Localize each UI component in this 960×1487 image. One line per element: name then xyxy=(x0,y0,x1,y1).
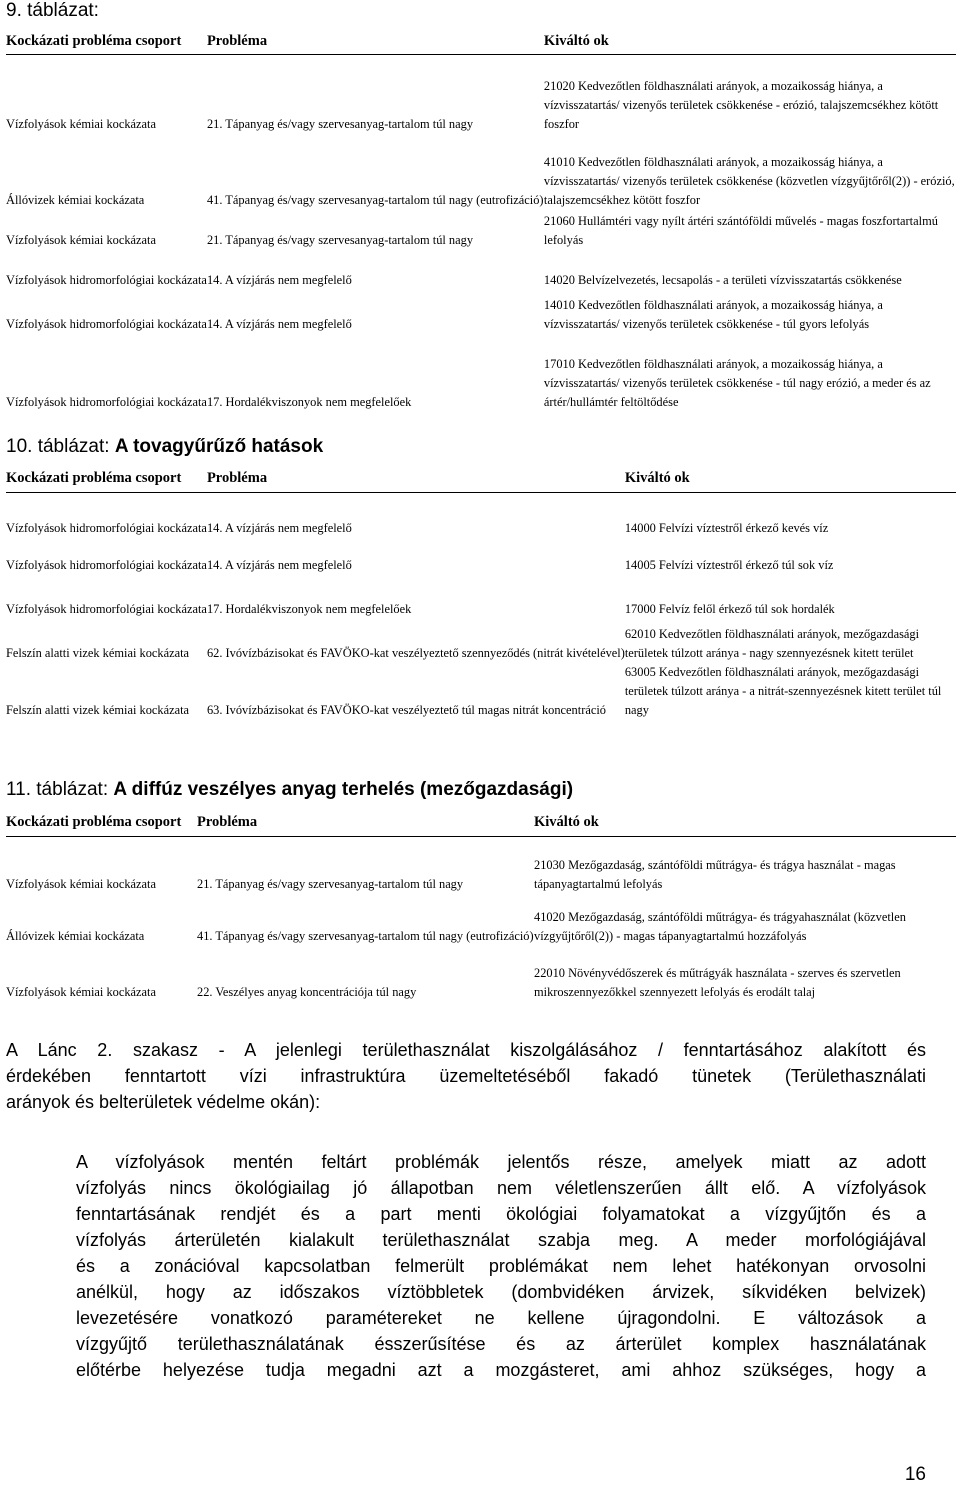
table10-header-problem: Probléma xyxy=(207,464,625,492)
text-line: vízgyűjtő területhasználatának ésszerűsítése és az árterület komplex használatának xyxy=(76,1334,926,1354)
problem-cell: 17. Hordalékviszonyok nem megfelelőek xyxy=(206,395,412,409)
table11-header-row xyxy=(6,808,956,836)
table-row xyxy=(6,836,956,894)
risk-group-cell: Állóvizek kémiai kockázata xyxy=(6,193,145,207)
problem-cell: 21. Tápanyag és/vagy szervesanyag-tartalom túl nagy xyxy=(197,877,464,891)
cause-cell: 41020 Mezőgazdaság, szántóföldi műtrágya- és trágyahasználat (közvetlen vízgyűjtőről(2)) - magas tápanyagtartalmú hozzáfolyás xyxy=(534,910,906,943)
risk-group-cell: Vízfolyások hidromorfológiai kockázata xyxy=(6,317,207,331)
problem-cell: 21. Tápanyag és/vagy szervesanyag-tartalom túl nagy xyxy=(206,233,474,247)
table10 xyxy=(6,464,956,720)
text-line: vízfolyás nincs ökológiailag jó állapotban nem véletlenszerűen állt elő. A vízfolyások xyxy=(76,1178,926,1198)
text-line: fenntartásának rendjét és a part menti ökológiai folyamatokat a vízgyűjtőn és a xyxy=(76,1204,926,1224)
table11-header-cause: Kiváltó ok xyxy=(534,808,956,836)
table-row xyxy=(6,894,956,946)
problem-cell: 14. A vízjárás nem megfelelő xyxy=(206,317,352,331)
table11-caption-prefix: 11. táblázat: xyxy=(6,779,109,800)
table11-caption xyxy=(6,779,573,801)
table10-header-group: Kockázati probléma csoport xyxy=(6,464,207,492)
cause-cell: 14020 Belvízelvezetés, lecsapolás - a területi vízvisszatartás csökkenése xyxy=(543,273,902,287)
text-line: előtérbe helyezése tudja megadni azt a mozgásteret, ami ahhoz szükséges, hogy a xyxy=(76,1360,926,1380)
table10-caption-title: A tovagyűrűző hatások xyxy=(114,436,324,457)
problem-cell: 41. Tápanyag és/vagy szervesanyag-tartalom túl nagy (eutrofizáció) xyxy=(197,929,534,943)
problem-cell: 14. A vízjárás nem megfelelő xyxy=(206,521,352,535)
table-row xyxy=(6,210,956,250)
cause-cell: 21030 Mezőgazdaság, szántóföldi műtrágya- és trágya használat - magas tápanyagtartalmú lefolyás xyxy=(534,858,896,891)
risk-group-cell: Vízfolyások kémiai kockázata xyxy=(6,985,157,999)
risk-group-cell: Vízfolyások hidromorfológiai kockázata xyxy=(6,602,207,616)
table10-caption xyxy=(6,436,323,458)
cause-cell: 14000 Felvízi víztestről érkező kevés víz xyxy=(624,521,829,535)
text-line: arányok és belterületek védelme okán): xyxy=(6,1092,321,1112)
table9-header-cause: Kiváltó ok xyxy=(544,28,956,54)
table-row xyxy=(6,334,956,412)
table-row xyxy=(6,134,956,210)
table-row xyxy=(6,290,956,334)
intro-paragraph xyxy=(6,1037,926,1115)
cause-cell: 41010 Kedvezőtlen földhasználati arányok, a mozaikosság hiánya, a vízvisszatartás/ vizenyős területek csökkenése (közvetlen vízgyűjtőről(2)) - erózió, talajszemcsékhez kötött foszfor xyxy=(543,155,955,207)
problem-cell: 17. Hordalékviszonyok nem megfelelőek xyxy=(206,602,412,616)
problem-cell: 14. A vízjárás nem megfelelő xyxy=(206,273,352,287)
text-line: vízfolyás árterületén kialakult területhasználat szabja meg. A meder morfológiájával xyxy=(76,1230,926,1250)
table-row xyxy=(6,619,956,663)
risk-group-cell: Vízfolyások hidromorfológiai kockázata xyxy=(6,521,207,535)
table11-header-problem: Probléma xyxy=(197,808,534,836)
table-row xyxy=(6,575,956,619)
cause-cell: 14005 Felvízi víztestről érkező túl sok víz xyxy=(624,558,834,572)
risk-group-cell: Felszín alatti vizek kémiai kockázata xyxy=(6,646,190,660)
cause-cell: 22010 Növényvédőszerek és műtrágyák használata - szerves és szervetlen mikroszennyezőkkel szennyezett lefolyás és erodált talaj xyxy=(534,966,901,999)
table9-header-problem: Probléma xyxy=(207,28,544,54)
cause-cell: 17010 Kedvezőtlen földhasználati arányok, a mozaikosság hiánya, a vízvisszatartás/ vizenyős területek csökkenése - túl nagy erózió, a meder és az ártér/hullámtér feltöltődése xyxy=(543,357,931,409)
table9 xyxy=(6,28,956,412)
text-line: A vízfolyások mentén feltárt problémák jelentős része, amelyek miatt az adott xyxy=(76,1152,926,1172)
risk-group-cell: Felszín alatti vizek kémiai kockázata xyxy=(6,703,190,717)
page-number: 16 xyxy=(904,1464,926,1485)
text-line: és a zonációval kapcsolatban felmerült problémákat nem lehet hatékonyan orvosolni xyxy=(76,1256,926,1276)
text-line: érdekében fenntartott vízi infrastruktúra üzemeltetéséből fakadó tünetek (Területhasználati xyxy=(6,1066,926,1086)
table-row xyxy=(6,538,956,575)
problem-cell: 41. Tápanyag és/vagy szervesanyag-tartalom túl nagy (eutrofizáció) xyxy=(206,193,544,207)
cause-cell: 63005 Kedvezőtlen földhasználati arányok, mezőgazdasági területek túlzott aránya - a nitrát-szennyezésnek kitett terület túl nagy xyxy=(624,665,942,717)
risk-group-cell: Vízfolyások hidromorfológiai kockázata xyxy=(6,558,207,572)
risk-group-cell: Vízfolyások kémiai kockázata xyxy=(6,233,157,247)
problem-cell: 21. Tápanyag és/vagy szervesanyag-tartalom túl nagy xyxy=(206,117,474,131)
table-row xyxy=(6,54,956,134)
table11-header-group: Kockázati probléma csoport xyxy=(6,808,197,836)
cause-cell: 62010 Kedvezőtlen földhasználati arányok, mezőgazdasági területek túlzott aránya - nagy szennyezésnek kitett terület xyxy=(624,627,920,660)
risk-group-cell: Vízfolyások kémiai kockázata xyxy=(6,117,157,131)
risk-group-cell: Vízfolyások hidromorfológiai kockázata xyxy=(6,273,207,287)
table-row xyxy=(6,250,956,290)
table10-header-cause: Kiváltó ok xyxy=(625,464,956,492)
body-paragraph xyxy=(76,1149,926,1383)
table10-header-row xyxy=(6,464,956,492)
text-line: levezetésére vonatkozó paramétereket ne kellene újragondolni. E változások a xyxy=(76,1308,926,1328)
problem-cell: 62. Ivóvízbázisokat és FAVÖKO-kat veszélyeztető szennyeződés (nitrát kivételével) xyxy=(206,646,625,660)
risk-group-cell: Állóvizek kémiai kockázata xyxy=(6,929,145,943)
problem-cell: 14. A vízjárás nem megfelelő xyxy=(206,558,352,572)
cause-cell: 21060 Hullámtéri vagy nyílt ártéri szántóföldi művelés - magas foszfortartalmú lefolyás xyxy=(543,214,938,247)
table11 xyxy=(6,808,956,1002)
risk-group-cell: Vízfolyások kémiai kockázata xyxy=(6,877,157,891)
text-line: anélkül, hogy az időszakos víztöbbletek (dombvidéken árvizek, síkvidéken belvizek) xyxy=(76,1282,926,1302)
problem-cell: 63. Ivóvízbázisokat és FAVÖKO-kat veszélyeztető túl magas nitrát koncentráció xyxy=(206,703,606,717)
table9-caption: 9. táblázat: xyxy=(6,0,99,21)
table10-caption-prefix: 10. táblázat: xyxy=(6,436,110,457)
problem-cell: 22. Veszélyes anyag koncentrációja túl nagy xyxy=(197,985,417,999)
table9-header-row xyxy=(6,28,956,54)
table-row xyxy=(6,663,956,720)
table11-caption-title: A diffúz veszélyes anyag terhelés (mezőgazdasági) xyxy=(113,779,574,800)
table9-header-group: Kockázati probléma csoport xyxy=(6,28,207,54)
cause-cell: 21020 Kedvezőtlen földhasználati arányok, a mozaikosság hiánya, a vízvisszatartás/ vizenyős területek csökkenése - erózió, talajszemcsékhez kötött foszfor xyxy=(543,79,939,131)
cause-cell: 17000 Felvíz felől érkező túl sok hordalék xyxy=(624,602,835,616)
table-row xyxy=(6,946,956,1002)
table-row xyxy=(6,492,956,538)
risk-group-cell: Vízfolyások hidromorfológiai kockázata xyxy=(6,395,207,409)
cause-cell: 14010 Kedvezőtlen földhasználati arányok, a mozaikosság hiánya, a vízvisszatartás/ vizenyős területek csökkenése - túl gyors lefolyás xyxy=(543,298,883,331)
text-line: A Lánc 2. szakasz - A jelenlegi területhasználat kiszolgálásához / fenntartásához alakított és xyxy=(6,1040,926,1060)
